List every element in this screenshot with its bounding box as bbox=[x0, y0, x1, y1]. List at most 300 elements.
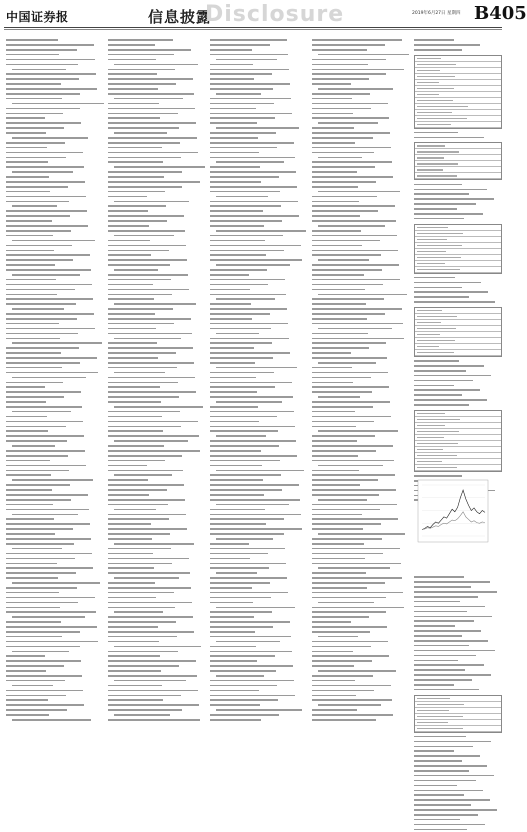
text-line-bar bbox=[108, 655, 160, 657]
text-line-bar bbox=[108, 416, 162, 418]
text-line-bar bbox=[6, 406, 82, 408]
text-line-bar bbox=[210, 587, 252, 589]
table-cell-bar bbox=[417, 437, 444, 438]
text-line-bar bbox=[6, 73, 96, 75]
text-line-bar bbox=[108, 636, 177, 638]
chart-frame bbox=[418, 480, 488, 542]
text-line-bar bbox=[414, 370, 466, 372]
text-line-bar bbox=[108, 220, 167, 222]
text-line-bar bbox=[312, 611, 386, 613]
text-line-bar bbox=[108, 460, 165, 462]
text-line-bar bbox=[6, 680, 65, 682]
text-line-bar bbox=[216, 504, 289, 506]
text-line-bar bbox=[312, 382, 353, 384]
text-line-bar bbox=[6, 235, 53, 237]
text-line-bar bbox=[6, 39, 58, 41]
text-line bbox=[414, 827, 502, 832]
text-line-bar bbox=[414, 291, 488, 293]
text-line-bar bbox=[12, 479, 93, 481]
text-line-bar bbox=[312, 699, 392, 701]
text-line-bar bbox=[312, 240, 380, 242]
text-line-bar bbox=[6, 646, 80, 648]
text-line-bar bbox=[12, 514, 78, 516]
text-line-bar bbox=[108, 670, 161, 672]
text-line-bar bbox=[210, 602, 253, 604]
text-line-bar bbox=[6, 450, 85, 452]
text-line-bar bbox=[312, 298, 384, 300]
text-line-bar bbox=[12, 69, 66, 71]
text-line-bar bbox=[210, 460, 280, 462]
text-line-bar bbox=[312, 357, 387, 359]
text-line-bar bbox=[6, 382, 63, 384]
text-line-bar bbox=[414, 669, 465, 671]
text-line-bar bbox=[312, 440, 357, 442]
text-line-bar bbox=[312, 274, 364, 276]
text-line-bar bbox=[6, 518, 54, 520]
text-line-bar bbox=[210, 430, 278, 432]
text-line-bar bbox=[312, 504, 397, 506]
text-line-bar bbox=[210, 386, 275, 388]
text-line-bar bbox=[108, 274, 188, 276]
text-line-bar bbox=[312, 719, 376, 721]
text-line-bar bbox=[312, 514, 362, 516]
page-header bbox=[0, 0, 527, 28]
text-line-bar bbox=[414, 684, 454, 686]
text-line-bar bbox=[108, 597, 156, 599]
text-line-bar bbox=[108, 289, 189, 291]
text-line-bar bbox=[210, 567, 269, 569]
text-line-bar bbox=[312, 631, 370, 633]
text-line-bar bbox=[312, 205, 395, 207]
text-line-bar bbox=[108, 69, 175, 71]
section-title-english: Disclosure bbox=[205, 2, 345, 27]
text-line-bar bbox=[108, 621, 176, 623]
table-row bbox=[415, 173, 501, 179]
text-line-bar bbox=[210, 646, 256, 648]
text-line-bar bbox=[318, 602, 374, 604]
text-line-bar bbox=[108, 484, 184, 486]
text-line-bar bbox=[312, 421, 374, 423]
text-line-bar bbox=[108, 161, 163, 163]
text-line-bar bbox=[210, 347, 254, 349]
text-line-bar bbox=[210, 235, 283, 237]
text-line-bar bbox=[318, 294, 407, 296]
text-line-bar bbox=[6, 108, 80, 110]
newspaper-logo: 中国证券报 bbox=[6, 10, 69, 24]
table-cell-bar bbox=[417, 263, 445, 264]
text-line-bar bbox=[6, 122, 81, 124]
text-line-bar bbox=[6, 523, 90, 525]
text-line-bar bbox=[312, 543, 364, 545]
text-line-bar bbox=[210, 411, 294, 413]
text-line-bar bbox=[210, 445, 279, 447]
text-line-bar bbox=[210, 558, 250, 560]
text-line-bar bbox=[108, 445, 164, 447]
table-cell-bar bbox=[417, 145, 445, 146]
text-line-bar bbox=[114, 509, 156, 511]
text-line-bar bbox=[6, 117, 45, 119]
text-line-bar bbox=[210, 665, 293, 667]
table-cell-bar bbox=[417, 233, 463, 234]
text-line-bar bbox=[108, 191, 165, 193]
text-line-bar bbox=[6, 220, 52, 222]
text-line-bar bbox=[108, 548, 171, 550]
table-cell-bar bbox=[417, 118, 467, 119]
text-line-bar bbox=[312, 308, 402, 310]
text-line-bar bbox=[312, 98, 352, 100]
text-line-bar bbox=[210, 201, 298, 203]
text-line-bar bbox=[318, 533, 405, 535]
text-line-bar bbox=[210, 553, 268, 555]
text-line-bar bbox=[108, 59, 156, 61]
text-line-bar bbox=[210, 245, 301, 247]
text-line-bar bbox=[210, 186, 297, 188]
text-line-bar bbox=[312, 489, 396, 491]
text-line-bar bbox=[312, 587, 367, 589]
text-line-bar bbox=[312, 284, 383, 286]
text-line-bar bbox=[6, 509, 89, 511]
text-line-bar bbox=[414, 39, 454, 41]
text-line-bar bbox=[312, 127, 354, 129]
text-line-bar bbox=[114, 543, 194, 545]
text-line-bar bbox=[414, 674, 491, 676]
text-line-bar bbox=[108, 641, 159, 643]
text-line-bar bbox=[216, 298, 275, 300]
table-cell-bar bbox=[417, 239, 447, 240]
text-line-bar bbox=[312, 426, 356, 428]
text-line-bar bbox=[6, 401, 46, 403]
text-line-bar bbox=[108, 514, 186, 516]
text-line-bar bbox=[6, 191, 50, 193]
text-line-bar bbox=[108, 54, 174, 56]
text-line-bar bbox=[114, 680, 186, 682]
text-line-bar bbox=[414, 611, 467, 613]
text-line-bar bbox=[312, 655, 389, 657]
text-line-bar bbox=[312, 592, 403, 594]
text-line-bar bbox=[12, 103, 104, 105]
text-line-bar bbox=[312, 509, 380, 511]
text-line-bar bbox=[108, 675, 197, 677]
text-line-bar bbox=[312, 685, 391, 687]
text-line-bar bbox=[108, 294, 172, 296]
text-line-bar bbox=[6, 704, 84, 706]
text-line-bar bbox=[216, 59, 277, 61]
text-line-bar bbox=[312, 137, 373, 139]
text-line-bar bbox=[108, 137, 197, 139]
text-line-bar bbox=[210, 220, 282, 222]
table-cell-bar bbox=[417, 455, 457, 456]
text-line-bar bbox=[6, 152, 83, 154]
text-line bbox=[312, 591, 410, 596]
text-line-bar bbox=[6, 303, 76, 305]
text-line-bar bbox=[216, 470, 304, 472]
text-line bbox=[210, 229, 308, 234]
text-line-bar bbox=[108, 719, 200, 721]
text-line-bar bbox=[312, 303, 366, 305]
text-line-bar bbox=[114, 474, 172, 476]
text-line-bar bbox=[318, 259, 369, 261]
text-line-bar bbox=[6, 416, 47, 418]
table-cell-bar bbox=[417, 106, 468, 107]
text-line-bar bbox=[6, 611, 96, 613]
text-line-bar bbox=[108, 142, 180, 144]
text-line-bar bbox=[12, 240, 95, 242]
text-line-bar bbox=[6, 499, 71, 501]
text-line-bar bbox=[414, 660, 458, 662]
text-line-bar bbox=[312, 210, 378, 212]
text-line-bar bbox=[108, 665, 179, 667]
text-line-bar bbox=[6, 538, 91, 540]
text-line-bar bbox=[216, 93, 261, 95]
header-rule bbox=[4, 27, 502, 28]
text-line-bar bbox=[6, 435, 84, 437]
table-cell-bar bbox=[417, 58, 441, 59]
text-line-bar bbox=[6, 245, 72, 247]
text-line-bar bbox=[6, 430, 48, 432]
text-line-bar bbox=[312, 347, 369, 349]
text-line-bar bbox=[414, 746, 473, 748]
text-line-bar bbox=[210, 250, 284, 252]
text-line-bar bbox=[312, 279, 400, 281]
text-line-bar bbox=[312, 518, 398, 520]
issue-date: 2019年6月27日 星期四 bbox=[412, 11, 461, 16]
text-line-bar bbox=[312, 161, 392, 163]
text-line-bar bbox=[6, 323, 59, 325]
text-line-bar bbox=[6, 362, 80, 364]
text-line-bar bbox=[108, 117, 160, 119]
text-line-bar bbox=[210, 181, 261, 183]
text-line bbox=[312, 190, 410, 195]
text-line-bar bbox=[114, 338, 181, 340]
text-line-bar bbox=[210, 685, 277, 687]
text-line-bar bbox=[108, 352, 176, 354]
text-line-bar bbox=[414, 296, 469, 298]
table-cell-bar bbox=[417, 425, 445, 426]
text-line-bar bbox=[6, 690, 83, 692]
text-line bbox=[6, 718, 104, 723]
text-line-bar bbox=[414, 790, 483, 792]
text-line-bar bbox=[6, 147, 47, 149]
text-line-bar bbox=[6, 83, 61, 85]
text-line-bar bbox=[6, 210, 87, 212]
data-table bbox=[414, 695, 502, 733]
text-line-bar bbox=[414, 606, 485, 608]
text-line-bar bbox=[414, 394, 462, 396]
text-line-bar bbox=[108, 695, 181, 697]
table-cell-bar bbox=[417, 169, 443, 170]
text-line-bar bbox=[6, 391, 81, 393]
text-line-bar bbox=[318, 122, 378, 124]
text-line-bar bbox=[312, 651, 353, 653]
text-line-bar bbox=[414, 287, 462, 289]
text-line-bar bbox=[210, 528, 302, 530]
text-line-bar bbox=[6, 396, 64, 398]
text-line-bar bbox=[414, 282, 481, 284]
text-line-bar bbox=[210, 357, 273, 359]
text-line-bar bbox=[312, 342, 386, 344]
text-line-bar bbox=[414, 576, 464, 578]
text-line-bar bbox=[210, 621, 290, 623]
table-row bbox=[415, 350, 501, 356]
text-line bbox=[210, 679, 308, 684]
text-line-bar bbox=[414, 799, 490, 801]
text-line-bar bbox=[108, 342, 157, 344]
data-table bbox=[414, 142, 502, 180]
text-line-bar bbox=[6, 563, 57, 565]
text-line bbox=[312, 503, 410, 508]
text-line-bar bbox=[312, 435, 375, 437]
text-line-bar bbox=[312, 714, 393, 716]
table-cell-bar bbox=[417, 124, 451, 125]
text-line-bar bbox=[210, 147, 277, 149]
text-line-bar bbox=[312, 171, 357, 173]
text-line-bar bbox=[108, 685, 162, 687]
text-line-bar bbox=[312, 289, 365, 291]
text-line-bar bbox=[414, 189, 487, 191]
text-line-bar bbox=[312, 117, 389, 119]
text-line-bar bbox=[108, 240, 150, 242]
text-line-bar bbox=[210, 597, 271, 599]
text-line-bar bbox=[108, 308, 173, 310]
text-line-bar bbox=[210, 489, 282, 491]
text-line-bar bbox=[108, 592, 174, 594]
text-line-bar bbox=[6, 284, 92, 286]
text-line-bar bbox=[210, 690, 259, 692]
text-line-bar bbox=[312, 621, 351, 623]
text-column-2 bbox=[108, 38, 206, 738]
text-line-bar bbox=[108, 328, 156, 330]
text-line-bar bbox=[6, 372, 98, 374]
text-line-bar bbox=[6, 201, 69, 203]
header-rule-thin bbox=[4, 29, 502, 30]
text-line-bar bbox=[108, 279, 171, 281]
text-line-bar bbox=[12, 377, 86, 379]
text-line-bar bbox=[312, 201, 359, 203]
text-line-bar bbox=[312, 548, 400, 550]
text-line-bar bbox=[210, 455, 297, 457]
text-line-bar bbox=[414, 365, 484, 367]
text-line-bar bbox=[108, 426, 181, 428]
text-line-bar bbox=[210, 479, 263, 481]
text-line-bar bbox=[12, 171, 73, 173]
text-line-bar bbox=[6, 670, 46, 672]
text-line-bar bbox=[210, 695, 295, 697]
page-code: B405 bbox=[474, 3, 527, 24]
text-line-bar bbox=[12, 205, 57, 207]
text-line-bar bbox=[312, 103, 388, 105]
text-line-bar bbox=[108, 147, 162, 149]
text-line-bar bbox=[210, 426, 295, 428]
text-line-bar bbox=[318, 430, 398, 432]
text-line-bar bbox=[210, 680, 294, 682]
table-cell-bar bbox=[417, 352, 454, 353]
text-line-bar bbox=[318, 362, 376, 364]
text-line-bar bbox=[108, 470, 183, 472]
text-line-bar bbox=[312, 44, 385, 46]
text-line bbox=[414, 403, 502, 408]
text-line-bar bbox=[210, 54, 288, 56]
table-cell-bar bbox=[417, 322, 441, 323]
text-line-bar bbox=[6, 142, 65, 144]
text-line-bar bbox=[312, 372, 388, 374]
text-line-bar bbox=[108, 225, 149, 227]
text-line-bar bbox=[312, 147, 391, 149]
text-column-1 bbox=[6, 38, 104, 738]
text-line-bar bbox=[6, 113, 63, 115]
text-line-bar bbox=[114, 440, 188, 442]
text-line-bar bbox=[108, 504, 168, 506]
text-line-bar bbox=[108, 186, 182, 188]
text-line-bar bbox=[312, 411, 355, 413]
text-line-bar bbox=[312, 377, 371, 379]
text-line-bar bbox=[210, 49, 252, 51]
text-line-bar bbox=[312, 166, 375, 168]
text-line-bar bbox=[108, 567, 154, 569]
text-line-bar bbox=[6, 533, 55, 535]
text-line-bar bbox=[210, 548, 285, 550]
text-line-bar bbox=[210, 113, 292, 115]
text-line-bar bbox=[108, 152, 198, 154]
text-line-bar bbox=[312, 113, 353, 115]
text-line-bar bbox=[312, 186, 358, 188]
text-line-bar bbox=[108, 113, 178, 115]
text-line-bar bbox=[414, 591, 497, 593]
text-line-bar bbox=[414, 829, 467, 831]
text-line-bar bbox=[414, 132, 458, 134]
text-line-bar bbox=[210, 406, 258, 408]
text-line-bar bbox=[6, 59, 95, 61]
text-line-bar bbox=[108, 616, 193, 618]
data-table bbox=[414, 307, 502, 357]
text-line-bar bbox=[312, 59, 386, 61]
text-line-bar bbox=[318, 157, 362, 159]
text-line-bar bbox=[108, 553, 153, 555]
text-line-bar bbox=[210, 308, 287, 310]
text-line-bar bbox=[414, 785, 457, 787]
text-line-bar bbox=[312, 132, 390, 134]
text-line-bar bbox=[210, 626, 273, 628]
text-line-bar bbox=[414, 650, 495, 652]
text-line bbox=[312, 53, 410, 58]
table-cell-bar bbox=[417, 64, 456, 65]
text-line-bar bbox=[312, 181, 376, 183]
text-line-bar bbox=[6, 641, 98, 643]
text-line-bar bbox=[312, 577, 402, 579]
text-line-bar bbox=[312, 235, 397, 237]
text-line-bar bbox=[312, 215, 360, 217]
text-line-bar bbox=[414, 596, 478, 598]
text-line-bar bbox=[312, 484, 360, 486]
text-line-bar bbox=[414, 380, 473, 382]
text-line-bar bbox=[216, 264, 290, 266]
text-line-bar bbox=[312, 616, 369, 618]
text-line bbox=[210, 185, 308, 190]
text-line bbox=[108, 136, 206, 141]
text-line-bar bbox=[6, 333, 78, 335]
text-line-bar bbox=[312, 269, 382, 271]
text-line-bar bbox=[6, 592, 59, 594]
text-line-bar bbox=[108, 318, 191, 320]
text-line-bar bbox=[114, 406, 203, 408]
text-line-bar bbox=[6, 132, 46, 134]
text-line-bar bbox=[6, 655, 45, 657]
text-line-bar bbox=[414, 616, 492, 618]
text-line-bar bbox=[6, 161, 48, 163]
text-line-bar bbox=[6, 709, 67, 711]
table-cell-bar bbox=[417, 419, 460, 420]
text-line-bar bbox=[210, 396, 293, 398]
text-line-bar bbox=[312, 318, 367, 320]
